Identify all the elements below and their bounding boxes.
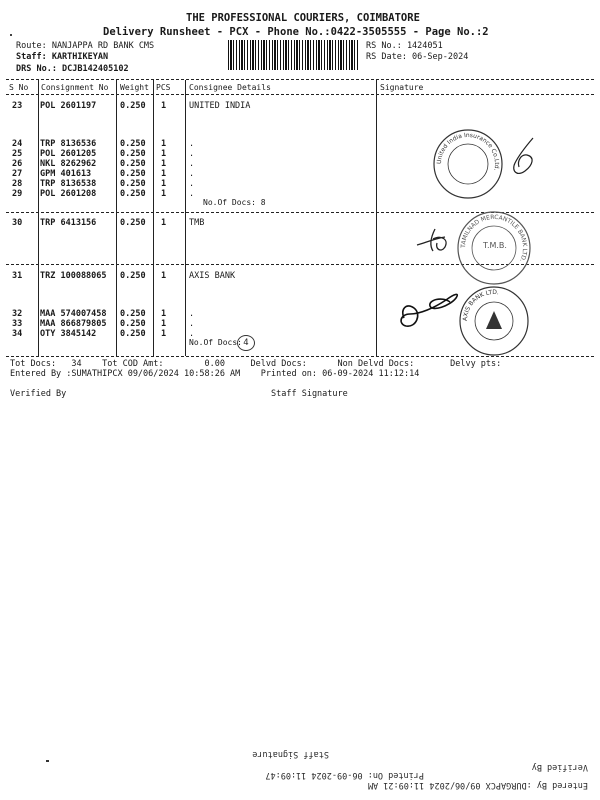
row-wt: 0.250 xyxy=(120,149,146,159)
company-name: THE PROFESSIONAL COURIERS, COIMBATORE xyxy=(186,12,420,24)
stamp-inner-text: T.M.B. xyxy=(483,241,507,250)
row-consignee: . xyxy=(189,189,195,199)
row-cno: TRP 8136538 xyxy=(40,179,97,189)
scan-speck xyxy=(10,34,12,36)
row-consignee: . xyxy=(189,159,195,169)
row-cno: TRP 6413156 xyxy=(40,218,97,228)
row-sno: 25 xyxy=(12,149,23,159)
stamp-text: United India Insurance Co.Ltd. xyxy=(435,131,501,172)
col-consignment: Consignment No xyxy=(41,83,109,92)
row-pcs: 1 xyxy=(161,159,167,169)
row-consignee: UNITED INDIA xyxy=(189,101,251,111)
row-pcs: 1 xyxy=(161,179,167,189)
col-pcs: PCS xyxy=(156,83,171,92)
docs-count-united: No.Of Docs: 8 xyxy=(203,198,266,207)
row-wt: 0.250 xyxy=(120,319,146,329)
col-sno: S No xyxy=(9,83,29,92)
drs-number: DRS No.: DCJB142405102 xyxy=(16,64,129,74)
row-sno: 29 xyxy=(12,189,23,199)
row-pcs: 1 xyxy=(161,139,167,149)
row-consignee: TMB xyxy=(189,218,205,228)
docs-count-handwritten: 4 xyxy=(237,335,255,351)
row-cno: OTY 3845142 xyxy=(40,329,97,339)
row-sno: 34 xyxy=(12,329,23,339)
row-pcs: 1 xyxy=(161,309,167,319)
row-wt: 0.250 xyxy=(120,218,146,228)
docs-count-axis: No.Of Docs: xyxy=(189,338,242,347)
col-weight: Weight xyxy=(120,83,149,92)
col-signature: Signature xyxy=(380,83,424,92)
row-sno: 23 xyxy=(12,101,23,111)
row-wt: 0.250 xyxy=(120,169,146,179)
row-consignee: . xyxy=(189,179,195,189)
row-sno: 32 xyxy=(12,309,23,319)
row-consignee: . xyxy=(189,139,195,149)
bleed-verified-by: Verified By xyxy=(531,762,588,772)
row-sno: 28 xyxy=(12,179,23,189)
row-consignee: . xyxy=(189,319,195,329)
row-pcs: 1 xyxy=(161,329,167,339)
bleed-printed-on: Printed On: 06-09-2024 11:09:47 xyxy=(265,770,424,780)
bleed-staff-signature: Staff Signature xyxy=(252,749,329,759)
row-cno: NKL 8262962 xyxy=(40,159,97,169)
rs-number: RS No.: 1424051 xyxy=(366,41,443,51)
stamp-text: TAMILNAD MERCANTILE BANK LTD. xyxy=(459,213,529,263)
entered-by-line: Entered By :SUMATHIPCX 09/06/2024 10:58:26 AM Printed on: 06-09-2024 11:12:14 xyxy=(10,369,420,379)
row-wt: 0.250 xyxy=(120,271,146,281)
row-cno: GPM 401613 xyxy=(40,169,92,179)
row-pcs: 1 xyxy=(161,189,167,199)
row-cno: TRP 8136536 xyxy=(40,139,97,149)
row-sno: 33 xyxy=(12,319,23,329)
row-consignee: . xyxy=(189,329,195,339)
staff-label: Staff: KARTHIKEYAN xyxy=(16,52,109,62)
col-consignee: Consignee Details xyxy=(189,83,271,92)
row-consignee: . xyxy=(189,149,195,159)
scan-speck xyxy=(46,760,49,762)
row-sno: 30 xyxy=(12,218,23,228)
row-sno: 27 xyxy=(12,169,23,179)
row-sno: 31 xyxy=(12,271,23,281)
totals-line: Tot Docs: 34 Tot COD Amt: 0.00 Delvd Docs: Non Delvd Docs: Delvy pts: xyxy=(10,359,502,369)
row-cno: TRZ 100088065 xyxy=(40,271,107,281)
row-sno: 26 xyxy=(12,159,23,169)
row-cno: POL 2601208 xyxy=(40,189,97,199)
row-wt: 0.250 xyxy=(120,309,146,319)
bleed-entered-by: Entered By :DURGAPCX 09/06/2024 11:09:21 AM xyxy=(367,780,588,790)
row-wt: 0.250 xyxy=(120,329,146,339)
row-consignee: . xyxy=(189,169,195,179)
row-wt: 0.250 xyxy=(120,139,146,149)
row-pcs: 1 xyxy=(161,271,167,281)
row-cno: MAA 574007458 xyxy=(40,309,107,319)
runsheet-title: Delivery Runsheet - PCX - Phone No.:0422-3505555 - Page No.:2 xyxy=(103,26,489,38)
route-label: Route: NANJAPPA RD BANK CMS xyxy=(16,41,155,51)
row-pcs: 1 xyxy=(161,319,167,329)
row-cno: MAA 866879805 xyxy=(40,319,107,329)
verified-by-label: Verified By xyxy=(10,389,67,399)
row-wt: 0.250 xyxy=(120,101,146,111)
row-wt: 0.250 xyxy=(120,159,146,169)
row-pcs: 1 xyxy=(161,218,167,228)
rs-date: RS Date: 06-Sep-2024 xyxy=(366,52,469,62)
row-pcs: 1 xyxy=(161,149,167,159)
staff-signature-label: Staff Signature xyxy=(271,389,348,399)
row-wt: 0.250 xyxy=(120,179,146,189)
row-consignee: . xyxy=(189,309,195,319)
row-cno: POL 2601197 xyxy=(40,101,97,111)
stamp-text: AXIS BANK LTD. xyxy=(461,288,500,322)
row-pcs: 1 xyxy=(161,169,167,179)
row-consignee: AXIS BANK xyxy=(189,271,236,281)
row-sno: 24 xyxy=(12,139,23,149)
row-wt: 0.250 xyxy=(120,189,146,199)
row-cno: POL 2601205 xyxy=(40,149,97,159)
row-pcs: 1 xyxy=(161,101,167,111)
